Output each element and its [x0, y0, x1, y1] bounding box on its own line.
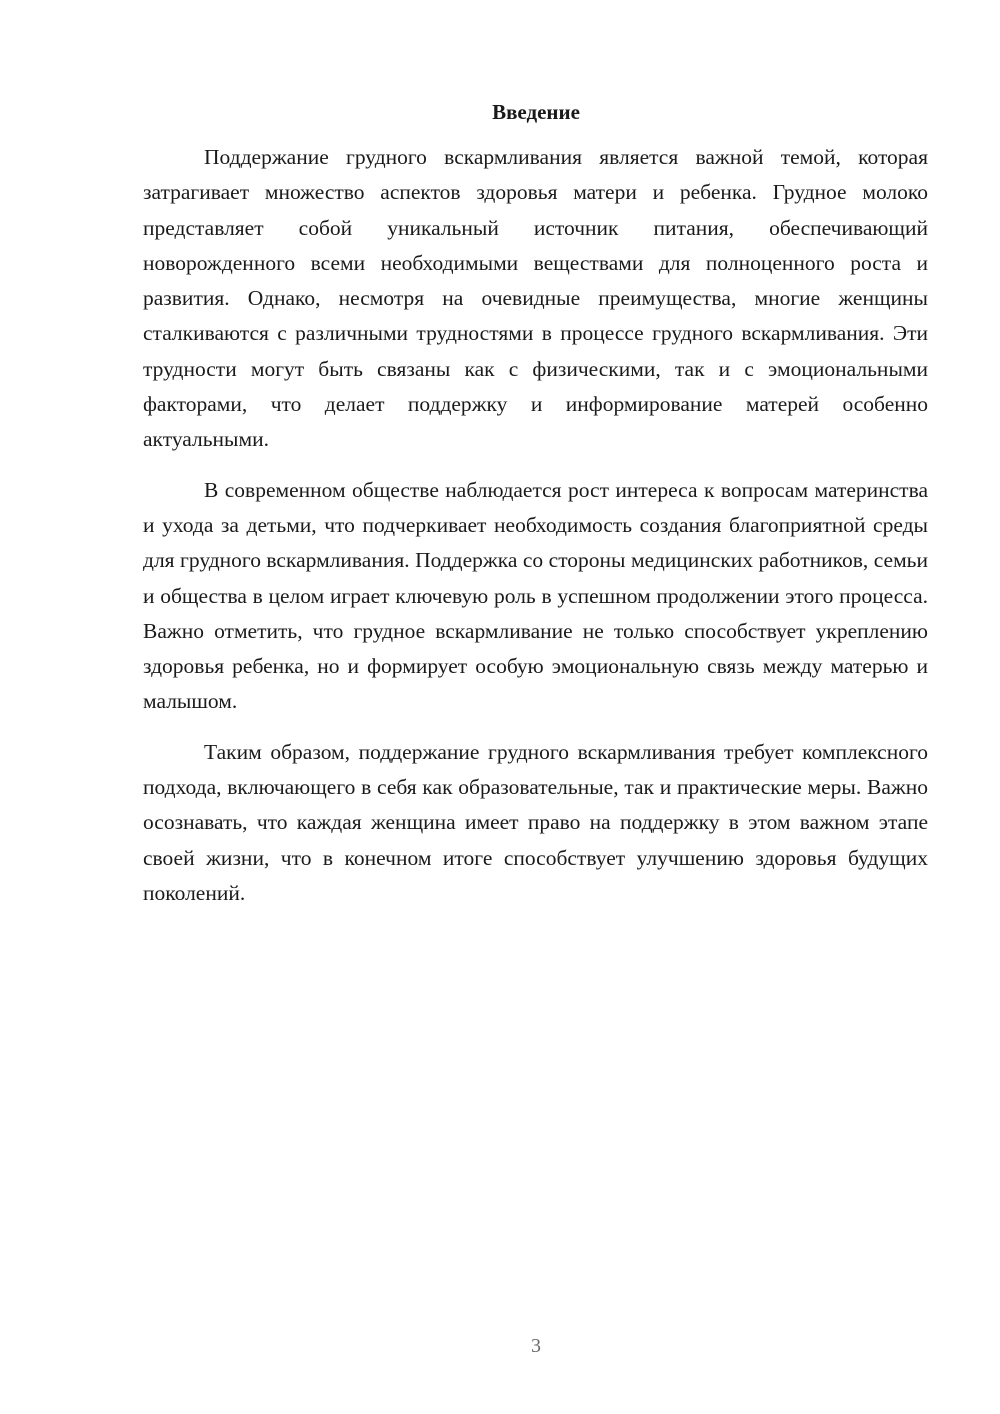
paragraph-3: Таким образом, поддержание грудного вскармливания требует комплексного подхода, включающего в себя как образовательные, так и практические меры. Важно осознавать, что каждая женщина имеет право на поддержку в этом важном этапе своей жизни, что в конечном итоге способствует улучшению здоровья будущих поколений. [143, 739, 928, 905]
page-number: 3 [531, 1335, 541, 1357]
paragraph-1: Поддержание грудного вскармливания является важной темой, которая затрагивает множество аспектов здоровья матери и ребенка. Грудное молоко представляет собой уникальный источник питания, обеспечивающий новорожденного всеми необходимыми веществами для полноценного роста и развития. Однако, несмотря на очевидные преимущества, многие женщины сталкиваются с различными трудностями в процессе грудного вскармливания. Эти трудности могут быть связаны как с физическими, так и с эмоциональными факторами, что делает поддержку и информирование матерей особенно актуальными. [143, 145, 928, 452]
body-text [143, 140, 928, 926]
paragraph-2: В современном обществе наблюдается рост интереса к вопросам материнства и ухода за детьми, что подчеркивает необходимость создания благоприятной среды для грудного вскармливания. Поддержка со стороны медицинских работников, семьи и общества в целом играет ключевую роль в успешном продолжении этого процесса. Важно отметить, что грудное вскармливание не только способствует укреплению здоровья ребенка, но и формирует особую эмоциональную связь между матерью и малышом. [143, 477, 928, 714]
page-title: Введение [492, 100, 580, 124]
